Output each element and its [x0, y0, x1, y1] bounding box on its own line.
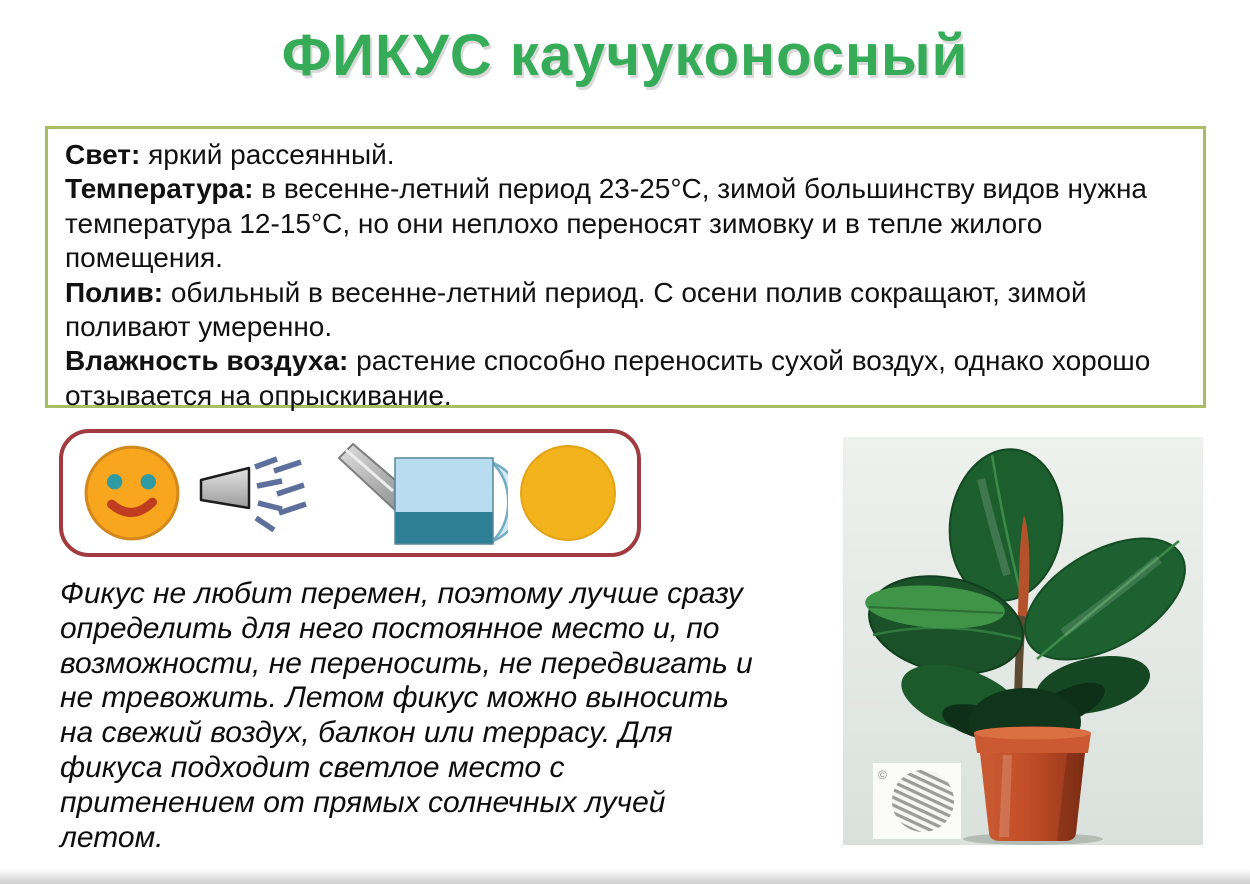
care-item-humidity: [65, 344, 1187, 413]
care-item-humidity-text: растение способно переносить сухой воздух, однако хорошо отзывается на опрыскивание.: [65, 345, 1151, 411]
sun-icon: [517, 442, 619, 544]
bottom-edge-gradient: [0, 869, 1250, 884]
copyright-symbol: ©: [878, 768, 887, 782]
care-item-watering-label: Полив:: [65, 276, 164, 308]
page-title: ФИКУС каучуконосный: [281, 23, 969, 88]
care-item-temperature: [65, 172, 1187, 275]
photo-watermark: [873, 763, 961, 839]
care-item-light-text: яркий рассеянный.: [140, 139, 395, 170]
plant-photo: [843, 437, 1203, 845]
care-item-temperature-label: Температура:: [65, 173, 254, 205]
care-item-watering-text: обильный в весенне-летний период. С осени полив сокращают, зимой поливают умеренно.: [65, 276, 1087, 343]
care-item-temperature-text: в весенне-летний период 23-25°C, зимой большинству видов нужна температура 12-15°C, но они неплохо переносят зимовку и в тепле жилого помещения.: [65, 173, 1147, 274]
care-item-light-label: Свет:: [65, 139, 141, 170]
care-item-light: [65, 138, 1187, 172]
care-item-watering: [65, 276, 1187, 345]
care-item-humidity-label: Влажность воздуха:: [65, 345, 349, 377]
care-info-box: [45, 126, 1206, 411]
spray-icon: [192, 438, 324, 548]
ficus-plant-illustration: [843, 437, 1203, 845]
care-icons-panel: [59, 429, 641, 557]
watering-can-icon: [333, 436, 508, 551]
note-text: Фикус не любит перемен, поэтому лучше сразу определить для него постоянное место и, по возможности, не переносить, не передвигать и не тревожить. Летом фикус можно выносить на свежий воздух, балкон или террасу. Для фикуса подходит светлое место с притенением от прямых солнечных лучей летом.: [60, 577, 753, 854]
smiley-face-icon: [81, 442, 183, 544]
